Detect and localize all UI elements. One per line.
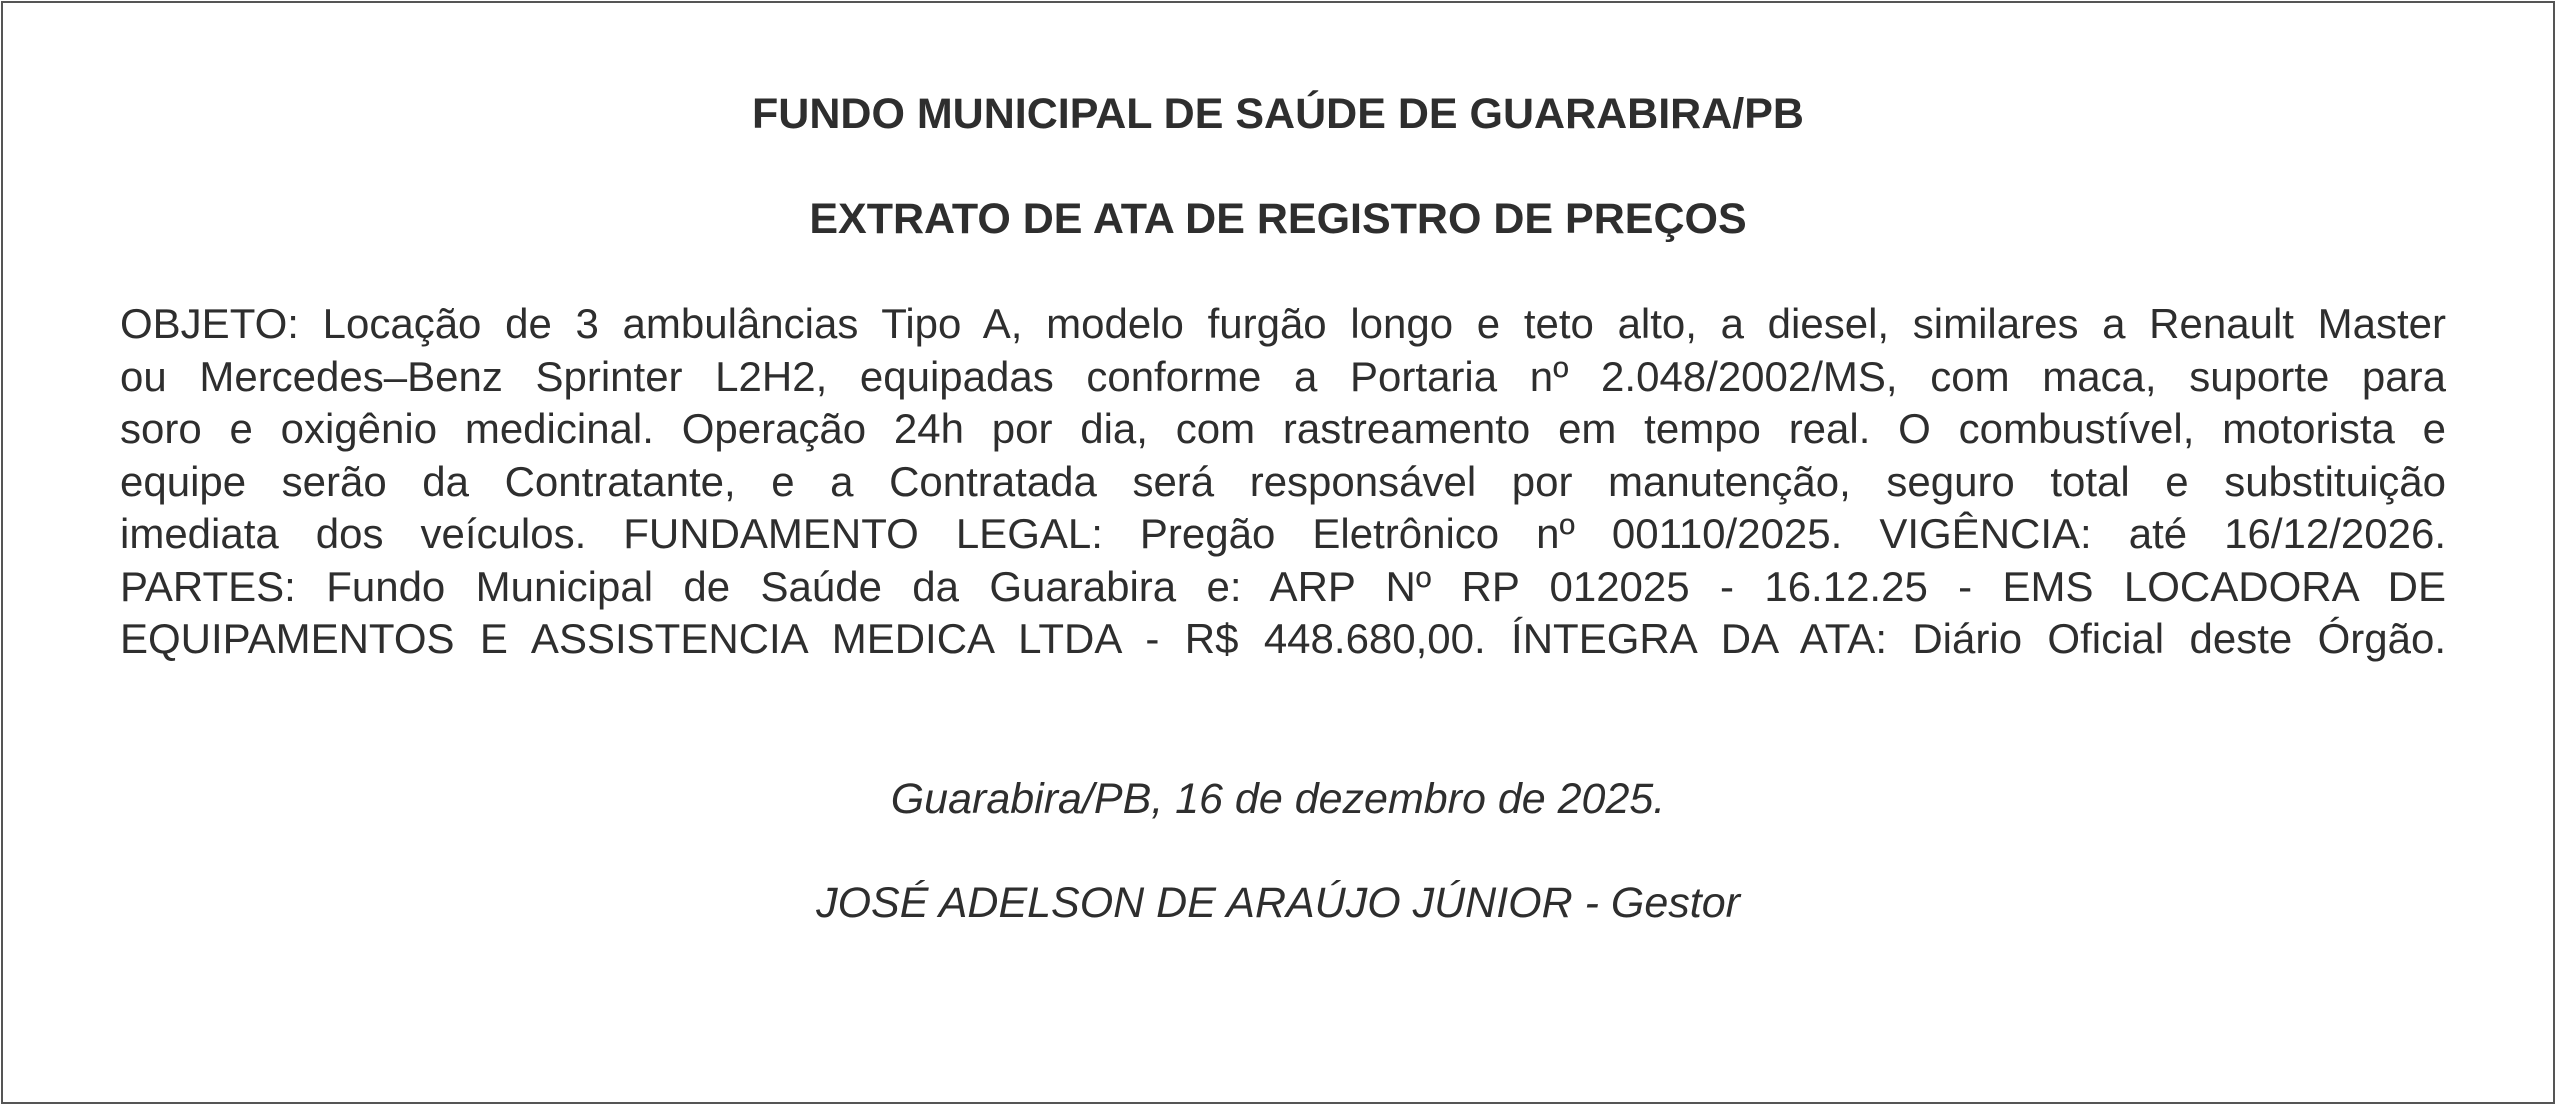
organization-title: FUNDO MUNICIPAL DE SAÚDE DE GUARABIRA/PB xyxy=(752,90,1804,138)
body-line-7: EQUIPAMENTOS E ASSISTENCIA MEDICA LTDA - R$ 448.680,00. ÍNTEGRA DA ATA: Diário Oficial deste Órgão. xyxy=(120,615,2446,662)
body-line-1: OBJETO: Locação de 3 ambulâncias Tipo A, modelo furgão longo e teto alto, a diesel, similares a Renault Master xyxy=(120,300,2446,347)
body-line-5: imediata dos veículos. FUNDAMENTO LEGAL: Pregão Eletrônico nº 00110/2025. VIGÊNCIA: até 16/12/2026. xyxy=(120,510,2446,557)
body-line-3: soro e oxigênio medicinal. Operação 24h por dia, com rastreamento em tempo real. O combustível, motorista e xyxy=(120,405,2446,452)
body-line-2: ou Mercedes–Benz Sprinter L2H2, equipadas conforme a Portaria nº 2.048/2002/MS, com maca, suporte para xyxy=(120,352,2446,400)
extract-body xyxy=(120,298,2446,666)
body-line-6: PARTES: Fundo Municipal de Saúde da Guarabira e: ARP Nº RP 012025 - 16.12.25 - EMS LOCADORA DE xyxy=(120,562,2446,610)
place-date: Guarabira/PB, 16 de dezembro de 2025. xyxy=(890,775,1666,823)
signature: JOSÉ ADELSON DE ARAÚJO JÚNIOR - Gestor xyxy=(816,879,1740,927)
body-line-4: equipe serão da Contratante, e a Contratada será responsável por manutenção, seguro total e substituição xyxy=(120,457,2446,505)
document-frame xyxy=(1,1,2555,1104)
document-title: EXTRATO DE ATA DE REGISTRO DE PREÇOS xyxy=(809,195,1747,243)
